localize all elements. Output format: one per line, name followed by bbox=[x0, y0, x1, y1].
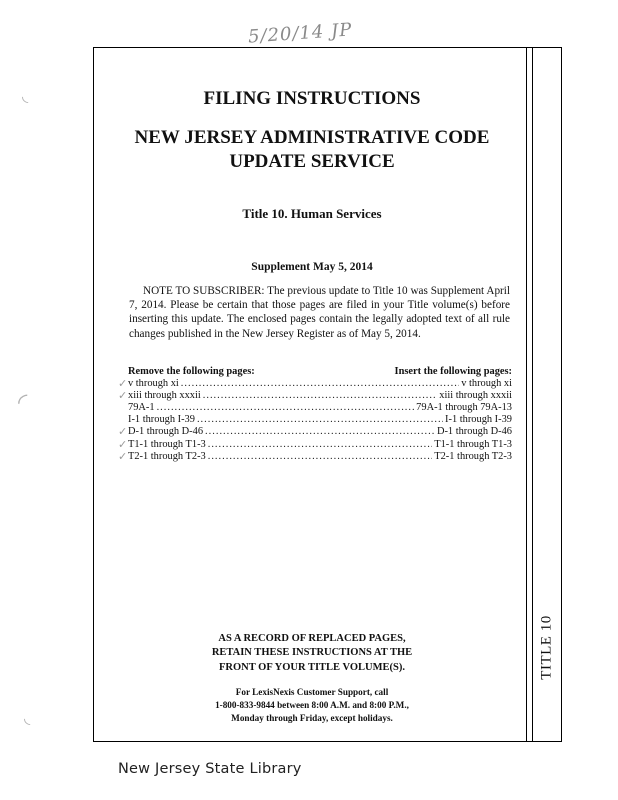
supplement-date: Supplement May 5, 2014 bbox=[251, 261, 373, 273]
code-heading-line1: NEW JERSEY ADMINISTRATIVE CODE bbox=[134, 127, 490, 148]
check-icon: ✓ bbox=[118, 378, 128, 391]
dot-leader bbox=[181, 378, 459, 390]
library-stamp: New Jersey State Library bbox=[118, 761, 302, 777]
check-icon: ✓ bbox=[118, 390, 128, 403]
insert-pages: 79A-1 through 79A-13 bbox=[416, 402, 512, 414]
insert-pages: T2-1 through T2-3 bbox=[434, 450, 512, 462]
page-row bbox=[118, 426, 512, 439]
title-tab-text: TITLE 10 bbox=[538, 614, 555, 680]
record-line1: AS A RECORD OF REPLACED PAGES, bbox=[218, 633, 406, 644]
filing-heading: FILING INSTRUCTIONS bbox=[203, 88, 421, 109]
page-row bbox=[118, 390, 512, 403]
dot-leader bbox=[205, 426, 435, 438]
support-line2: 1-800-833-9844 between 8:00 A.M. and 8:00 P.M., bbox=[215, 700, 409, 711]
remove-pages: v through xi bbox=[128, 378, 179, 390]
page-row bbox=[128, 414, 512, 426]
dot-leader bbox=[203, 390, 438, 402]
record-notice bbox=[110, 632, 514, 675]
record-line3: FRONT OF YOUR TITLE VOLUME(S). bbox=[219, 661, 405, 673]
insert-pages: I-1 through I-39 bbox=[445, 414, 512, 426]
title-heading: Title 10. Human Services bbox=[242, 206, 382, 221]
check-icon: ✓ bbox=[118, 426, 128, 439]
page-list-header bbox=[128, 366, 512, 378]
customer-support bbox=[110, 686, 514, 726]
insert-header: Insert the following pages: bbox=[394, 366, 512, 377]
remove-pages: D-1 through D-46 bbox=[128, 426, 204, 438]
page-replacement-list bbox=[118, 366, 512, 463]
punch-hole-icon: ◜ bbox=[18, 388, 28, 416]
check-icon: ✓ bbox=[118, 450, 128, 463]
code-heading bbox=[110, 126, 514, 174]
remove-pages: 79A-1 bbox=[128, 402, 155, 414]
record-line2: RETAIN THESE INSTRUCTIONS AT THE bbox=[211, 647, 413, 659]
remove-pages: xiii through xxxii bbox=[128, 390, 201, 402]
remove-pages: T2-1 through T2-3 bbox=[128, 450, 206, 462]
punch-hole-icon: ◟ bbox=[22, 86, 29, 105]
dot-leader bbox=[208, 451, 433, 463]
insert-pages: T1-1 through T1-3 bbox=[434, 438, 512, 450]
subscriber-note: NOTE TO SUBSCRIBER: The previous update to Title 10 was Supplement April 7, 2014. Please be certain that those pages are filed in your Title volume(s) before inserting this update. The enclosed pages contain the legally adopted text of all rule changes published in the New Jersey Register as of May 5, 2014. bbox=[129, 285, 510, 340]
check-icon: ✓ bbox=[118, 438, 128, 451]
insert-pages: v through xi bbox=[461, 378, 512, 390]
handwritten-note: 5/20/14 JP bbox=[247, 19, 354, 48]
dot-leader bbox=[157, 402, 415, 414]
page-row bbox=[118, 378, 512, 391]
tab-divider bbox=[532, 48, 533, 741]
remove-header: Remove the following pages: bbox=[128, 366, 255, 377]
insert-pages: D-1 through D-46 bbox=[436, 426, 512, 438]
remove-pages: T1-1 through T1-3 bbox=[128, 438, 206, 450]
page-row bbox=[128, 402, 512, 414]
title-tab-label bbox=[534, 602, 560, 692]
insert-pages: xiii through xxxii bbox=[439, 390, 512, 402]
dot-leader bbox=[197, 414, 443, 426]
code-heading-line2: UPDATE SERVICE bbox=[229, 151, 395, 172]
dot-leader bbox=[208, 439, 433, 451]
support-line3: Monday through Friday, except holidays. bbox=[231, 713, 393, 724]
page-row bbox=[118, 450, 512, 463]
remove-pages: I-1 through I-39 bbox=[128, 414, 195, 426]
support-line1: For LexisNexis Customer Support, call bbox=[235, 687, 389, 697]
page-row bbox=[118, 438, 512, 451]
punch-hole-icon: ◟ bbox=[24, 708, 31, 727]
